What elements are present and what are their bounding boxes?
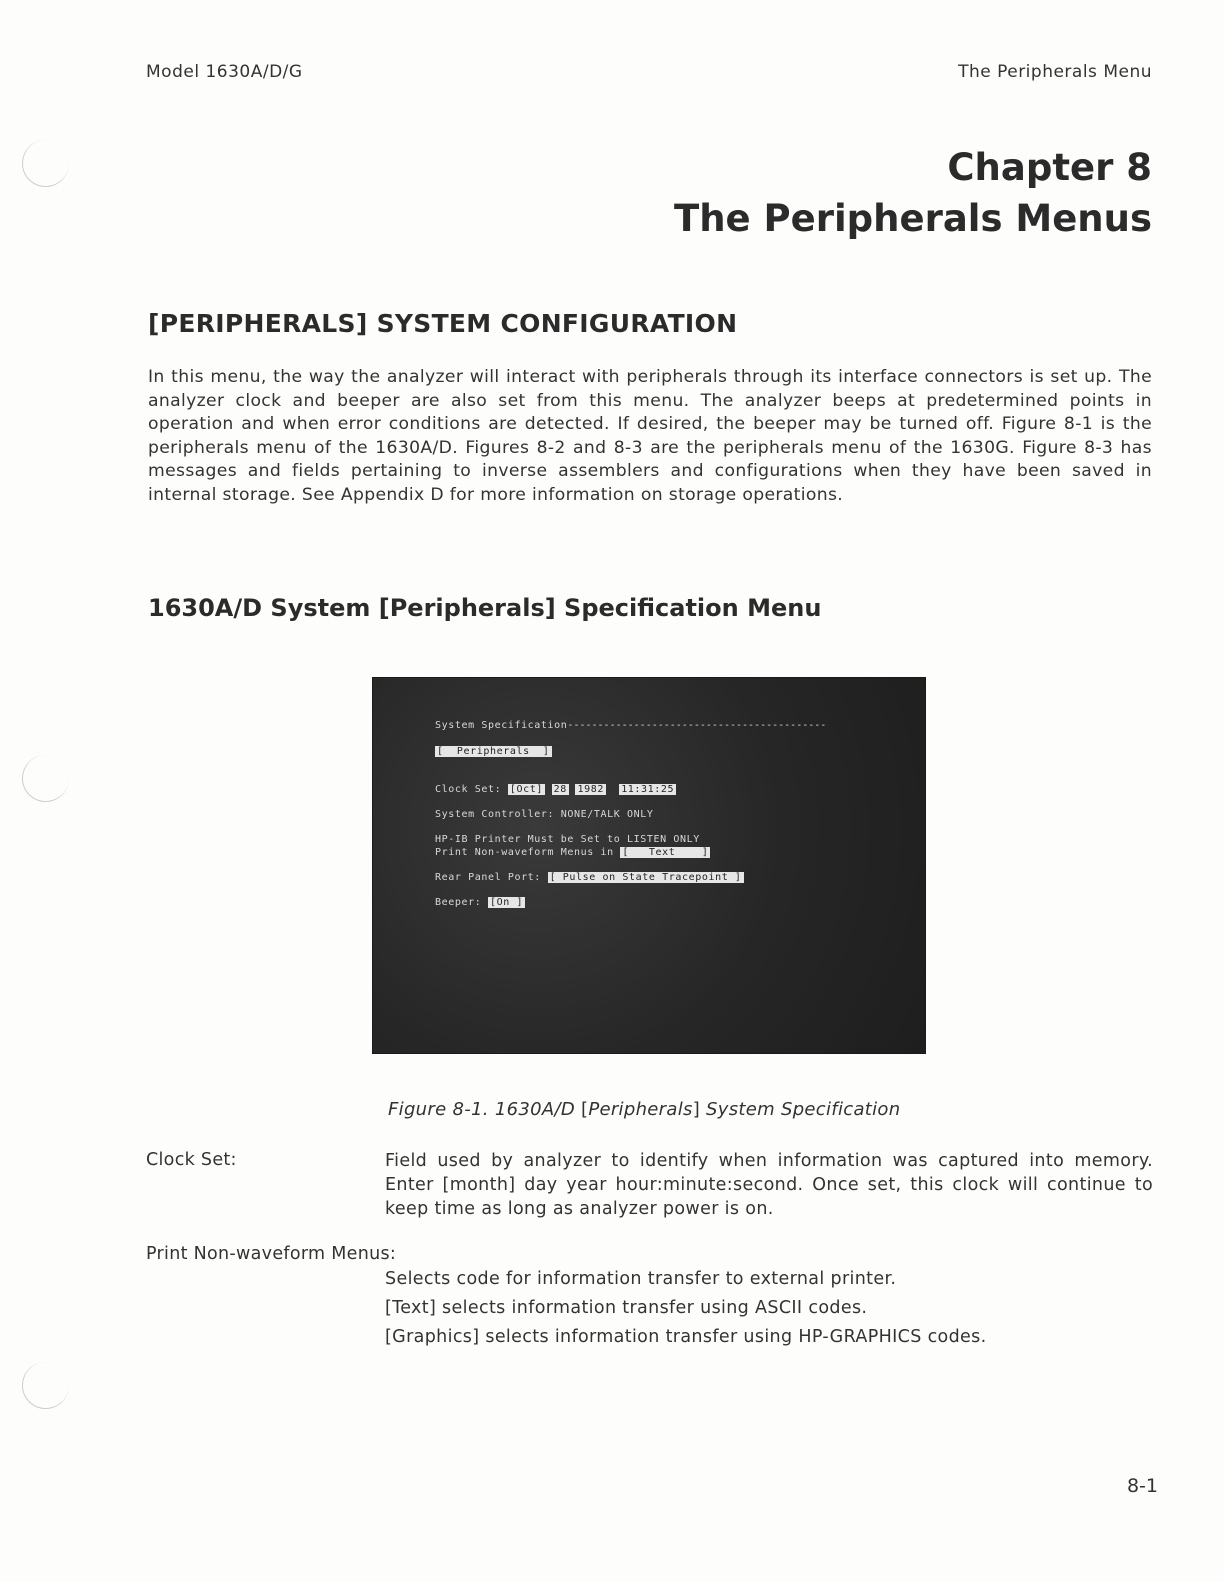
section-heading: [PERIPHERALS] SYSTEM CONFIGURATION xyxy=(148,309,738,338)
intro-paragraph: In this menu, the way the analyzer will interact with peripherals through its interface connectors is set up. The analyzer clock and beeper are also set from this menu. The analyzer beeps at predetermined points in operation and when error conditions are detected. If desired, the beeper may be turned off. Figure 8-1 is the peripherals menu of the 1630A/D. Figures 8-2 and 8-3 are the peripherals menu of the 1630G. Figure 8-3 has messages and fields pertaining to inverse assemblers and configurations when they have been saved in internal storage. See Appendix D for more information on storage operations. xyxy=(148,367,1152,505)
rear-port-row xyxy=(435,872,744,883)
print-menus-desc-2: [Text] selects information transfer using ASCII codes. xyxy=(385,1298,868,1318)
caption-bracket-close: ] xyxy=(692,1099,701,1120)
screen-title-row xyxy=(435,720,826,731)
clock-set-description: Field used by analyzer to identify when information was captured into memory. Enter [month] day year hour:minute:second. Once set, this clock will continue to keep time as long as analyzer power is on. xyxy=(385,1151,1153,1219)
menu-field-row xyxy=(435,746,552,757)
clock-row xyxy=(435,784,676,795)
controller-label: System Controller: xyxy=(435,809,555,820)
controller-value: NONE/TALK ONLY xyxy=(560,809,654,820)
punch-hole-top xyxy=(22,140,69,187)
rear-port-label: Rear Panel Port: xyxy=(435,872,541,883)
rear-port-field: [ Pulse on State Tracepoint ] xyxy=(549,872,742,883)
punch-hole-bottom xyxy=(22,1362,69,1409)
beeper-field: [On ] xyxy=(489,897,524,908)
print-mode-field: [ Text ] xyxy=(622,847,709,858)
figure-caption xyxy=(388,1099,900,1120)
chapter-title: The Peripherals Menus xyxy=(673,197,1152,240)
caption-suffix: System Specification xyxy=(700,1099,901,1120)
printer-note: HP-IB Printer Must be Set to LISTEN ONLY xyxy=(435,834,700,845)
clock-month-field: [Oct] xyxy=(509,784,543,795)
print-label: Print Non-waveform Menus in xyxy=(435,847,614,858)
chapter-number: Chapter 8 xyxy=(947,146,1152,189)
caption-bracket-open: [ xyxy=(581,1099,589,1120)
clock-time-field: 11:31:25 xyxy=(621,784,675,795)
print-menus-desc-1: Selects code for information transfer to external printer. xyxy=(385,1269,897,1289)
print-menus-term: Print Non-waveform Menus: xyxy=(146,1244,397,1264)
subsection-heading: 1630A/D System [Peripherals] Specification Menu xyxy=(148,594,822,622)
beeper-label: Beeper: xyxy=(435,897,482,908)
clock-year-field: 1982 xyxy=(577,784,604,795)
clock-label: Clock Set: xyxy=(435,784,502,795)
screen-title-rule: ------------------------------------------- xyxy=(567,720,827,731)
caption-menu-name: Peripherals xyxy=(588,1099,693,1120)
caption-prefix: Figure 8-1. 1630A/D xyxy=(388,1099,581,1120)
menu-select-field: [ Peripherals ] xyxy=(437,746,550,757)
beeper-row xyxy=(435,897,525,908)
running-header-left: Model 1630A/D/G xyxy=(146,62,303,82)
punch-hole-middle xyxy=(22,755,69,802)
screen-capture xyxy=(372,677,926,1054)
running-header-right: The Peripherals Menu xyxy=(958,62,1152,82)
clock-day-field: 28 xyxy=(553,784,567,795)
page-number: 8-1 xyxy=(1126,1475,1158,1497)
screen-title: System Specification xyxy=(435,720,568,731)
controller-row xyxy=(435,809,653,820)
clock-set-term: Clock Set: xyxy=(146,1150,237,1170)
print-row xyxy=(435,847,710,858)
print-menus-desc-3: [Graphics] selects information transfer using HP-GRAPHICS codes. xyxy=(385,1327,987,1347)
